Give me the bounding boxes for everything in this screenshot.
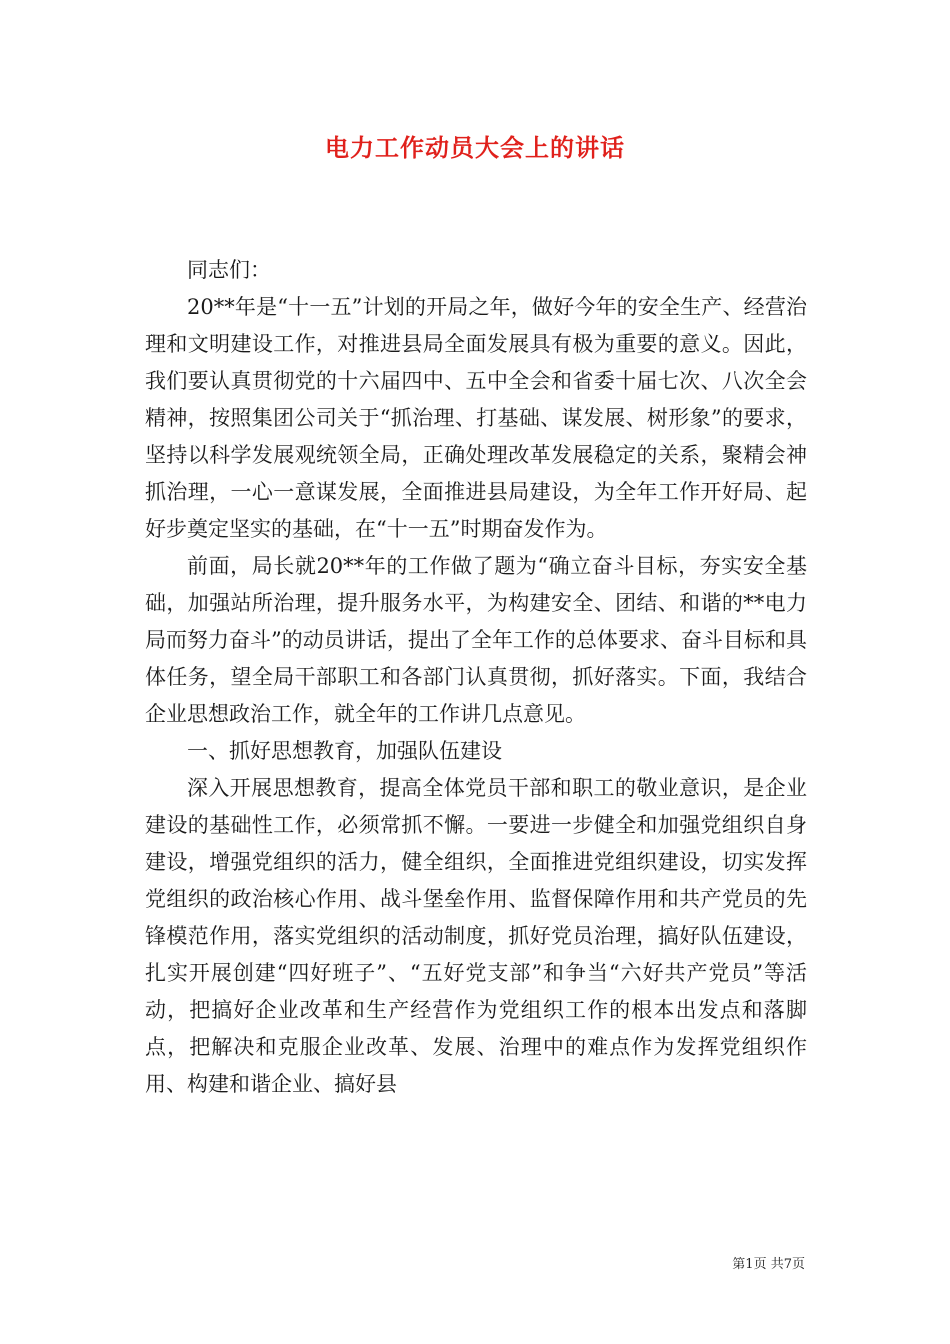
document-title: 电力工作动员大会上的讲话 <box>325 133 625 162</box>
salutation: 同志们： <box>187 258 271 282</box>
footer-middle: 页 共 <box>753 1257 784 1272</box>
document-body <box>145 252 807 1103</box>
paragraph-context: 前面，局长就20**年的工作做了题为“确立奋斗目标，夯实安全基础，加强站所治理，提升服务水平，为构建安全、团结、和谐的**电力局而努力奋斗”的动员讲话，提出了全年工作的总体要求、奋斗目标和具体任务，望全局干部职工和各部门认真贯彻，抓好落实。下面，我结合企业思想政治工作，就全年的工作讲几点意见。 <box>145 554 807 726</box>
paragraph-intro: 20**年是“十一五”计划的开局之年，做好今年的安全生产、经营治理和文明建设工作，对推进县局全面发展具有极为重要的意义。因此，我们要认真贯彻党的十六届四中、五中全会和省委十届七次、八次全会精神，按照集团公司关于“抓治理、打基础、谋发展、树形象”的要求，坚持以科学发展观统领全局，正确处理改革发展稳定的关系，聚精会神抓治理，一心一意谋发展，全面推进县局建设，为全年工作开好局、起好步奠定坚实的基础，在“十一五”时期奋发作为。 <box>145 295 807 541</box>
footer-prefix: 第 <box>732 1257 746 1272</box>
section-heading: 一、抓好思想教育，加强队伍建设 <box>187 739 502 763</box>
footer-page-number: 1 <box>745 1257 754 1272</box>
paragraph-section-1: 深入开展思想教育，提高全体党员干部和职工的敬业意识，是企业建设的基础性工作，必须常抓不懈。一要进一步健全和加强党组织自身建设，增强党组织的活力，健全组织，全面推进党组织建设，切实发挥党组织的政治核心作用、战斗堡垒作用、监督保障作用和共产党员的先锋模范作用，落实党组织的活动制度，抓好党员治理，搞好队伍建设，扎实开展创建“四好班子”、“五好党支部”和争当“六好共产党员”等活动，把搞好企业改革和生产经营作为党组织工作的根本出发点和落脚点，把解决和克服企业改革、发展、治理中的难点作为发挥党组织作用、构建和谐企业、搞好县 <box>145 776 807 1096</box>
page-footer <box>732 1256 805 1274</box>
footer-total-pages: 7 <box>783 1257 792 1272</box>
footer-suffix: 页 <box>791 1257 805 1272</box>
